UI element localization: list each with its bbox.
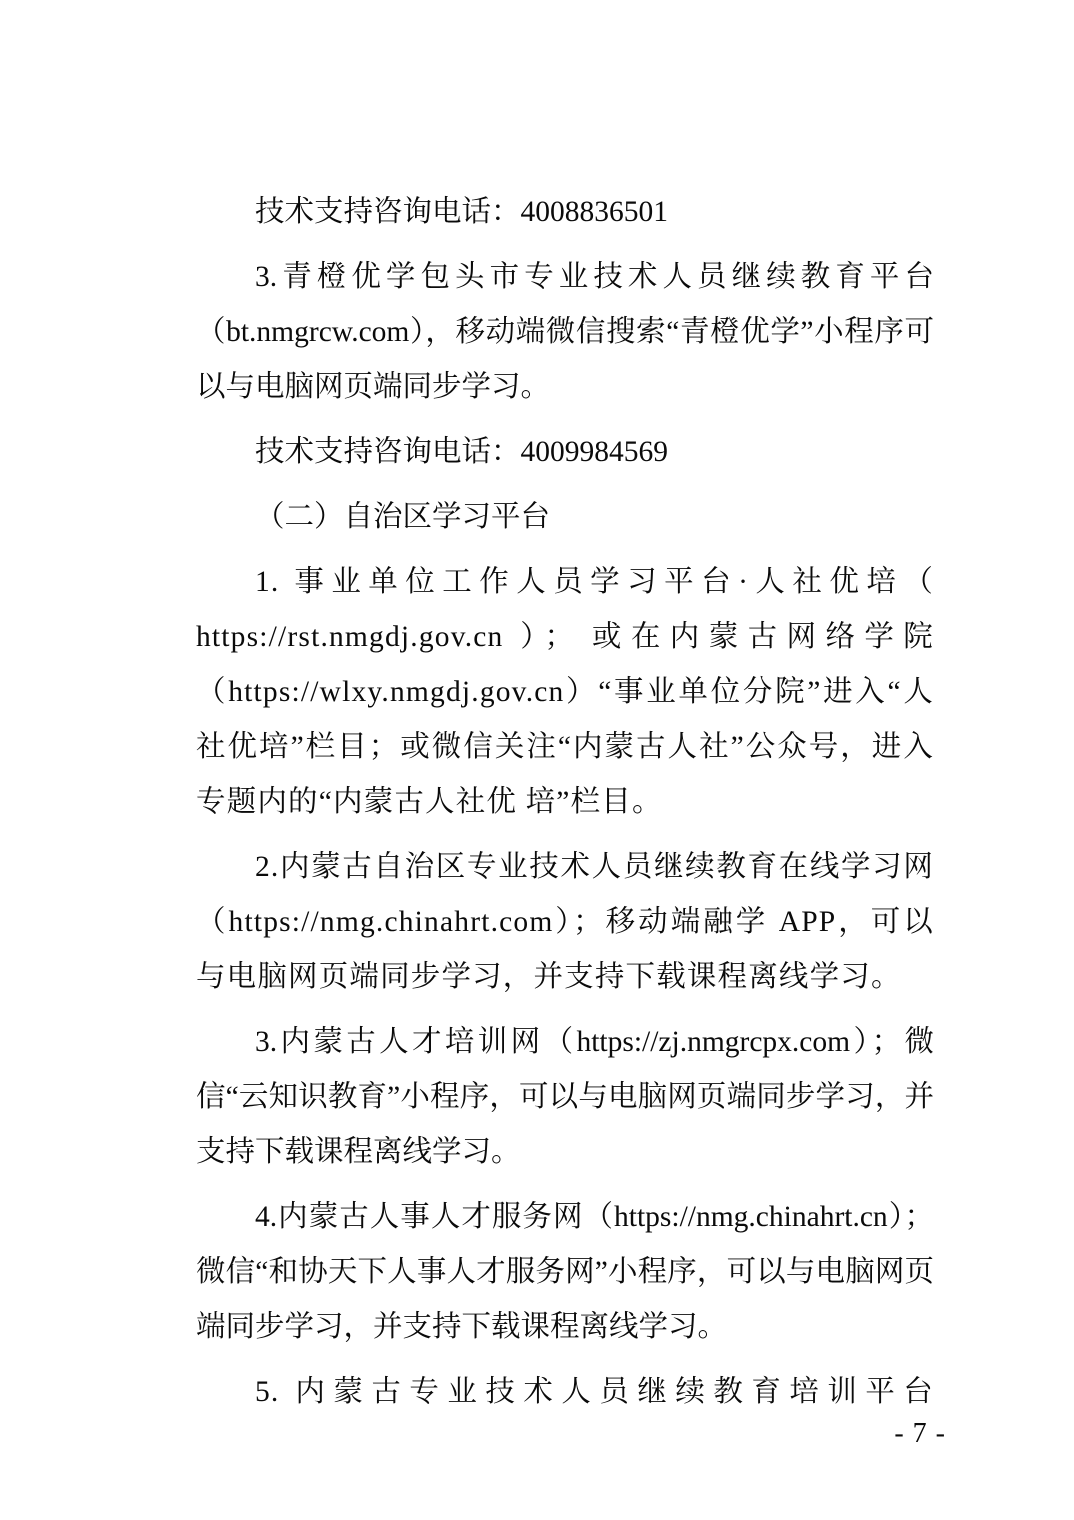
paragraph-item-3-qingcheng: 3.青橙优学包头市专业技术人员继续教育平台（bt.nmgrcw.com），移动端微信搜索“青橙优学”小程序可以与电脑网页端同步学习。 — [196, 261, 934, 403]
paragraph-support-phone-2: 技术支持咨询电话：4009984569 — [255, 436, 669, 468]
paragraph-item-3-rencai: 3.内蒙古人才培训网（https://zj.nmgrcpx.com）；微信“云知识教育”小程序，可以与电脑网页端同步学习，并支持下载课程离线学习。 — [196, 1026, 934, 1168]
paragraph-item-1-shiye: 1. 事业单位工作人员学习平台·人社优培（ https://rst.nmgdj.gov.cn ）； 或在内蒙古网络学院（https://wlxy.nmgdj.gov.cn）“事业单位分院”进入“人社优培”栏目；或微信关注“内蒙古人社”公众号，进入专题内的“内蒙古人社优 培”栏目。 — [196, 566, 934, 818]
paragraph-item-5-peixun: 5. 内蒙古专业技术人员继续教育培训平台 — [255, 1376, 934, 1408]
paragraph-item-2-zizhiqu: 2.内蒙古自治区专业技术人员继续教育在线学习网（https://nmg.chinahrt.com）；移动端融学 APP，可以与电脑网页端同步学习，并支持下载课程离线学习。 — [196, 851, 934, 993]
paragraph-support-phone-1: 技术支持咨询电话：4008836501 — [255, 196, 669, 228]
page-number: - 7 - — [894, 1418, 946, 1449]
heading-section-two: （二）自治区学习平台 — [255, 501, 551, 533]
paragraph-item-4-renshi: 4.内蒙古人事人才服务网（https://nmg.chinahrt.cn）；微信“和协天下人事人才服务网”小程序，可以与电脑网页端同步学习，并支持下载课程离线学习。 — [196, 1201, 934, 1343]
